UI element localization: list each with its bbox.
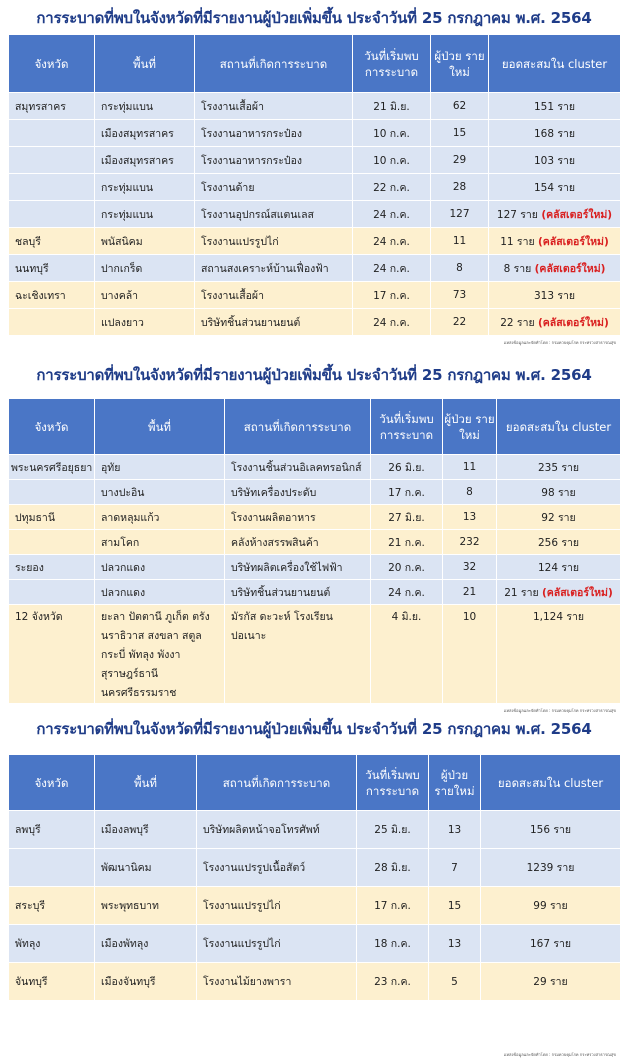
section-title: การระบาดที่พบในจังหวัดที่มีรายงานผู้ป่วยเพิ่มขึ้น ประจำวันที่ 25 กรกฎาคม พ.ศ. 2564 bbox=[36, 366, 592, 384]
total-value: 235 ราย bbox=[537, 461, 580, 474]
new-cluster-badge: (คลัสเตอร์ใหม่) bbox=[541, 208, 613, 221]
source-note: แหล่งข้อมูลและจัดทำโดย : กรมควบคุมโรค กระทรวงสาธารณสุข bbox=[503, 1052, 616, 1057]
outbreak-section-1 bbox=[0, 6, 628, 346]
cell-place: สถานสงเคราะห์บ้านเฟื่องฟ้า bbox=[195, 255, 353, 282]
header-cluster-total: ยอดสะสมใน cluster bbox=[489, 35, 621, 93]
cell-new: 7 bbox=[429, 849, 481, 887]
cell-total bbox=[489, 255, 621, 282]
section-title: การระบาดที่พบในจังหวัดที่มีรายงานผู้ป่วยเพิ่มขึ้น ประจำวันที่ 25 กรกฎาคม พ.ศ. 2564 bbox=[36, 9, 592, 27]
cell-province: พัทลุง bbox=[9, 925, 95, 963]
cell-area: บางคล้า bbox=[95, 282, 195, 309]
table-row bbox=[9, 174, 621, 201]
cell-province bbox=[9, 147, 95, 174]
cell-new: 73 bbox=[431, 282, 489, 309]
cell-province bbox=[9, 309, 95, 336]
cell-province: 12 จังหวัด bbox=[9, 605, 95, 704]
cell-new: 11 bbox=[431, 228, 489, 255]
cell-place: โรงงานด้าย bbox=[195, 174, 353, 201]
table-row bbox=[9, 480, 621, 505]
cell-date: 25 มิ.ย. bbox=[357, 811, 429, 849]
new-cluster-badge: (คลัสเตอร์ใหม่) bbox=[537, 235, 609, 248]
header-new-cases: ผู้ป่วย รายใหม่ bbox=[431, 35, 489, 93]
cell-date: 17 ก.ค. bbox=[357, 887, 429, 925]
cell-total bbox=[481, 811, 621, 849]
cell-new: 32 bbox=[443, 555, 497, 580]
header-place: สถานที่เกิดการระบาด bbox=[225, 399, 371, 455]
cell-new: 13 bbox=[443, 505, 497, 530]
cell-place: โรงงานอุปกรณ์สแตนเลส bbox=[195, 201, 353, 228]
source-note: แหล่งข้อมูลและจัดทำโดย : กรมควบคุมโรค กระทรวงสาธารณสุข bbox=[503, 708, 616, 713]
cell-place: โรงงานอาหารกระป๋อง bbox=[195, 120, 353, 147]
total-value: 154 ราย bbox=[533, 181, 576, 194]
cell-place: โรงงานแปรรูปไก่ bbox=[195, 228, 353, 255]
table-row bbox=[9, 120, 621, 147]
total-value: 151 ราย bbox=[533, 100, 576, 113]
cell-province bbox=[9, 201, 95, 228]
header-area: พื้นที่ bbox=[95, 755, 197, 811]
header-area: พื้นที่ bbox=[95, 35, 195, 93]
new-cluster-badge: (คลัสเตอร์ใหม่) bbox=[534, 262, 606, 275]
cell-new: 8 bbox=[443, 480, 497, 505]
cell-total bbox=[497, 480, 621, 505]
cell-place: บริษัทผลิตหน้าจอโทรศัพท์ bbox=[197, 811, 357, 849]
header-cluster-total: ยอดสะสมใน cluster bbox=[481, 755, 621, 811]
cell-date: 10 ก.ค. bbox=[353, 120, 431, 147]
cell-date: 18 ก.ค. bbox=[357, 925, 429, 963]
header-place: สถานที่เกิดการระบาด bbox=[197, 755, 357, 811]
cell-date: 24 ก.ค. bbox=[371, 580, 443, 605]
cell-area: กระทุ่มแบน bbox=[95, 93, 195, 120]
cell-area: ปากเกร็ด bbox=[95, 255, 195, 282]
cell-new: 15 bbox=[429, 887, 481, 925]
header-start-date: วันที่เริ่มพบ การระบาด bbox=[353, 35, 431, 93]
table-row bbox=[9, 455, 621, 480]
table-header-row bbox=[9, 399, 621, 455]
header-cluster-total: ยอดสะสมใน cluster bbox=[497, 399, 621, 455]
total-value: 168 ราย bbox=[533, 127, 576, 140]
cell-date: 24 ก.ค. bbox=[353, 309, 431, 336]
cell-total bbox=[481, 887, 621, 925]
cell-place: โรงงานแปรรูปเนื้อสัตว์ bbox=[197, 849, 357, 887]
cell-new: 13 bbox=[429, 811, 481, 849]
table-header-row bbox=[9, 755, 621, 811]
new-cluster-badge: (คลัสเตอร์ใหม่) bbox=[541, 586, 613, 599]
total-value: 313 ราย bbox=[533, 289, 576, 302]
outbreak-table-1 bbox=[8, 34, 621, 336]
cell-place: โรงงานอาหารกระป๋อง bbox=[195, 147, 353, 174]
cell-total bbox=[481, 849, 621, 887]
cell-place: โรงงานผลิตอาหาร bbox=[225, 505, 371, 530]
total-value: 103 ราย bbox=[533, 154, 576, 167]
table-row bbox=[9, 201, 621, 228]
cell-new: 29 bbox=[431, 147, 489, 174]
cell-total bbox=[497, 605, 621, 704]
cell-province bbox=[9, 530, 95, 555]
cell-date: 21 ก.ค. bbox=[371, 530, 443, 555]
cell-place: บริษัทผลิตเครื่องใช้ไฟฟ้า bbox=[225, 555, 371, 580]
cell-total bbox=[489, 282, 621, 309]
cell-province bbox=[9, 580, 95, 605]
cell-place: บริษัทชิ้นส่วนยานยนต์ bbox=[195, 309, 353, 336]
cell-total bbox=[497, 455, 621, 480]
header-area: พื้นที่ bbox=[95, 399, 225, 455]
cell-date: 17 ก.ค. bbox=[353, 282, 431, 309]
cell-area: พระพุทธบาท bbox=[95, 887, 197, 925]
table-row bbox=[9, 580, 621, 605]
total-value: 98 ราย bbox=[541, 486, 576, 499]
cell-area: บางปะอิน bbox=[95, 480, 225, 505]
total-value: 29 ราย bbox=[533, 976, 568, 988]
cell-area: อุทัย bbox=[95, 455, 225, 480]
cell-new: 62 bbox=[431, 93, 489, 120]
cell-province: สมุทรสาคร bbox=[9, 93, 95, 120]
table-row bbox=[9, 228, 621, 255]
total-value: 124 ราย bbox=[537, 561, 580, 574]
table-row bbox=[9, 555, 621, 580]
cell-province: สระบุรี bbox=[9, 887, 95, 925]
cell-area: สามโคก bbox=[95, 530, 225, 555]
cell-province bbox=[9, 174, 95, 201]
cell-province: ลพบุรี bbox=[9, 811, 95, 849]
cell-area: พนัสนิคม bbox=[95, 228, 195, 255]
cell-place: บริษัทชิ้นส่วนยานยนต์ bbox=[225, 580, 371, 605]
cell-place: โรงงานแปรรูปไก่ bbox=[197, 925, 357, 963]
total-value: 256 ราย bbox=[537, 536, 580, 549]
header-province: จังหวัด bbox=[9, 755, 95, 811]
cell-place: โรงงานชิ้นส่วนอิเลคทรอนิกส์ bbox=[225, 455, 371, 480]
table-row bbox=[9, 605, 621, 704]
cell-total bbox=[497, 580, 621, 605]
total-value: 22 ราย bbox=[500, 316, 535, 329]
cell-date: 28 มิ.ย. bbox=[357, 849, 429, 887]
total-value: 99 ราย bbox=[533, 900, 568, 912]
outbreak-section-2 bbox=[0, 360, 628, 714]
cell-date: 22 ก.ค. bbox=[353, 174, 431, 201]
cell-new: 28 bbox=[431, 174, 489, 201]
header-province: จังหวัด bbox=[9, 35, 95, 93]
table-row bbox=[9, 811, 621, 849]
cell-province: ระยอง bbox=[9, 555, 95, 580]
cell-total bbox=[489, 93, 621, 120]
cell-new: 15 bbox=[431, 120, 489, 147]
cell-province: จันทบุรี bbox=[9, 963, 95, 1001]
cell-area: กระทุ่มแบน bbox=[95, 174, 195, 201]
cell-area: เมืองจันทบุรี bbox=[95, 963, 197, 1001]
outbreak-table-3 bbox=[8, 754, 621, 1001]
total-value: 167 ราย bbox=[529, 938, 572, 950]
cell-total bbox=[481, 925, 621, 963]
cell-area: ลาดหลุมแก้ว bbox=[95, 505, 225, 530]
cell-area: พัฒนานิคม bbox=[95, 849, 197, 887]
cell-place: คลังห้างสรรพสินค้า bbox=[225, 530, 371, 555]
cell-new: 127 bbox=[431, 201, 489, 228]
cell-area: ปลวกแดง bbox=[95, 555, 225, 580]
cell-province: นนทบุรี bbox=[9, 255, 95, 282]
header-start-date: วันที่เริ่มพบ การระบาด bbox=[357, 755, 429, 811]
table-row bbox=[9, 505, 621, 530]
header-new-cases: ผู้ป่วย รายใหม่ bbox=[429, 755, 481, 811]
total-value: 21 ราย bbox=[504, 586, 539, 599]
table-header-row bbox=[9, 35, 621, 93]
table-row bbox=[9, 93, 621, 120]
table-row bbox=[9, 255, 621, 282]
source-note: แหล่งข้อมูลและจัดทำโดย : กรมควบคุมโรค กระทรวงสาธารณสุข bbox=[503, 340, 616, 345]
cell-date: 21 มิ.ย. bbox=[353, 93, 431, 120]
cell-new: 11 bbox=[443, 455, 497, 480]
total-value: 156 ราย bbox=[529, 824, 572, 836]
header-start-date: วันที่เริ่มพบ การระบาด bbox=[371, 399, 443, 455]
cell-new: 22 bbox=[431, 309, 489, 336]
cell-province: พระนครศรีอยุธยา bbox=[9, 455, 95, 480]
table-row bbox=[9, 309, 621, 336]
header-place: สถานที่เกิดการระบาด bbox=[195, 35, 353, 93]
cell-area: เมืองลพบุรี bbox=[95, 811, 197, 849]
cell-date: 24 ก.ค. bbox=[353, 201, 431, 228]
cell-total bbox=[481, 963, 621, 1001]
table-row bbox=[9, 925, 621, 963]
total-value: 92 ราย bbox=[541, 511, 576, 524]
new-cluster-badge: (คลัสเตอร์ใหม่) bbox=[537, 316, 609, 329]
total-value: 8 ราย bbox=[503, 262, 532, 275]
table-row bbox=[9, 963, 621, 1001]
cell-place: โรงงานไม้ยางพารา bbox=[197, 963, 357, 1001]
outbreak-section-3 bbox=[0, 714, 628, 1001]
cell-place: มัรกัส ดะวะห์ โรงเรียนปอเนาะ bbox=[225, 605, 371, 704]
cell-total bbox=[489, 309, 621, 336]
cell-area: กระทุ่มแบน bbox=[95, 201, 195, 228]
cell-area: เมืองพัทลุง bbox=[95, 925, 197, 963]
cell-date: 17 ก.ค. bbox=[371, 480, 443, 505]
cell-date: 23 ก.ค. bbox=[357, 963, 429, 1001]
table-row bbox=[9, 530, 621, 555]
cell-province: ปทุมธานี bbox=[9, 505, 95, 530]
total-value: 1239 ราย bbox=[526, 862, 575, 874]
cell-total bbox=[497, 505, 621, 530]
cell-place: บริษัทเครื่องประดับ bbox=[225, 480, 371, 505]
cell-date: 24 ก.ค. bbox=[353, 228, 431, 255]
cell-province: ฉะเชิงเทรา bbox=[9, 282, 95, 309]
cell-total bbox=[489, 147, 621, 174]
cell-province bbox=[9, 480, 95, 505]
table-row bbox=[9, 282, 621, 309]
cell-province bbox=[9, 120, 95, 147]
cell-area: เมืองสมุทรสาคร bbox=[95, 120, 195, 147]
cell-area: แปลงยาว bbox=[95, 309, 195, 336]
table-row bbox=[9, 887, 621, 925]
cell-date: 20 ก.ค. bbox=[371, 555, 443, 580]
cell-province: ชลบุรี bbox=[9, 228, 95, 255]
header-province: จังหวัด bbox=[9, 399, 95, 455]
outbreak-table-2 bbox=[8, 398, 621, 704]
cell-date: 10 ก.ค. bbox=[353, 147, 431, 174]
total-value: 1,124 ราย bbox=[532, 611, 585, 623]
cell-date: 26 มิ.ย. bbox=[371, 455, 443, 480]
total-value: 11 ราย bbox=[500, 235, 535, 248]
table-row bbox=[9, 147, 621, 174]
cell-province bbox=[9, 849, 95, 887]
total-value: 127 ราย bbox=[496, 208, 538, 221]
cell-date: 27 มิ.ย. bbox=[371, 505, 443, 530]
cell-new: 8 bbox=[431, 255, 489, 282]
cell-total bbox=[497, 555, 621, 580]
cell-new: 21 bbox=[443, 580, 497, 605]
cell-date: 24 ก.ค. bbox=[353, 255, 431, 282]
cell-new: 5 bbox=[429, 963, 481, 1001]
cell-date: 4 มิ.ย. bbox=[371, 605, 443, 704]
table-row bbox=[9, 849, 621, 887]
header-new-cases: ผู้ป่วย รายใหม่ bbox=[443, 399, 497, 455]
cell-place: โรงงานเสื้อผ้า bbox=[195, 282, 353, 309]
cell-total bbox=[489, 228, 621, 255]
cell-total bbox=[497, 530, 621, 555]
cell-area: ปลวกแดง bbox=[95, 580, 225, 605]
section-title: การระบาดที่พบในจังหวัดที่มีรายงานผู้ป่วยเพิ่มขึ้น ประจำวันที่ 25 กรกฎาคม พ.ศ. 2564 bbox=[36, 720, 592, 738]
cell-area: เมืองสมุทรสาคร bbox=[95, 147, 195, 174]
cell-place: โรงงานแปรรูปไก่ bbox=[197, 887, 357, 925]
cell-total bbox=[489, 120, 621, 147]
cell-new: 232 bbox=[443, 530, 497, 555]
cell-area: ยะลา ปัตตานี ภูเก็ต ตรัง นราธิวาส สงขลา สตูล กระบี่ พัทลุง พังงา สุราษฎร์ธานี นครศรีธรรมราช bbox=[95, 605, 225, 704]
cell-place: โรงงานเสื้อผ้า bbox=[195, 93, 353, 120]
cell-new: 13 bbox=[429, 925, 481, 963]
cell-total bbox=[489, 174, 621, 201]
cell-new: 10 bbox=[443, 605, 497, 704]
cell-total bbox=[489, 201, 621, 228]
